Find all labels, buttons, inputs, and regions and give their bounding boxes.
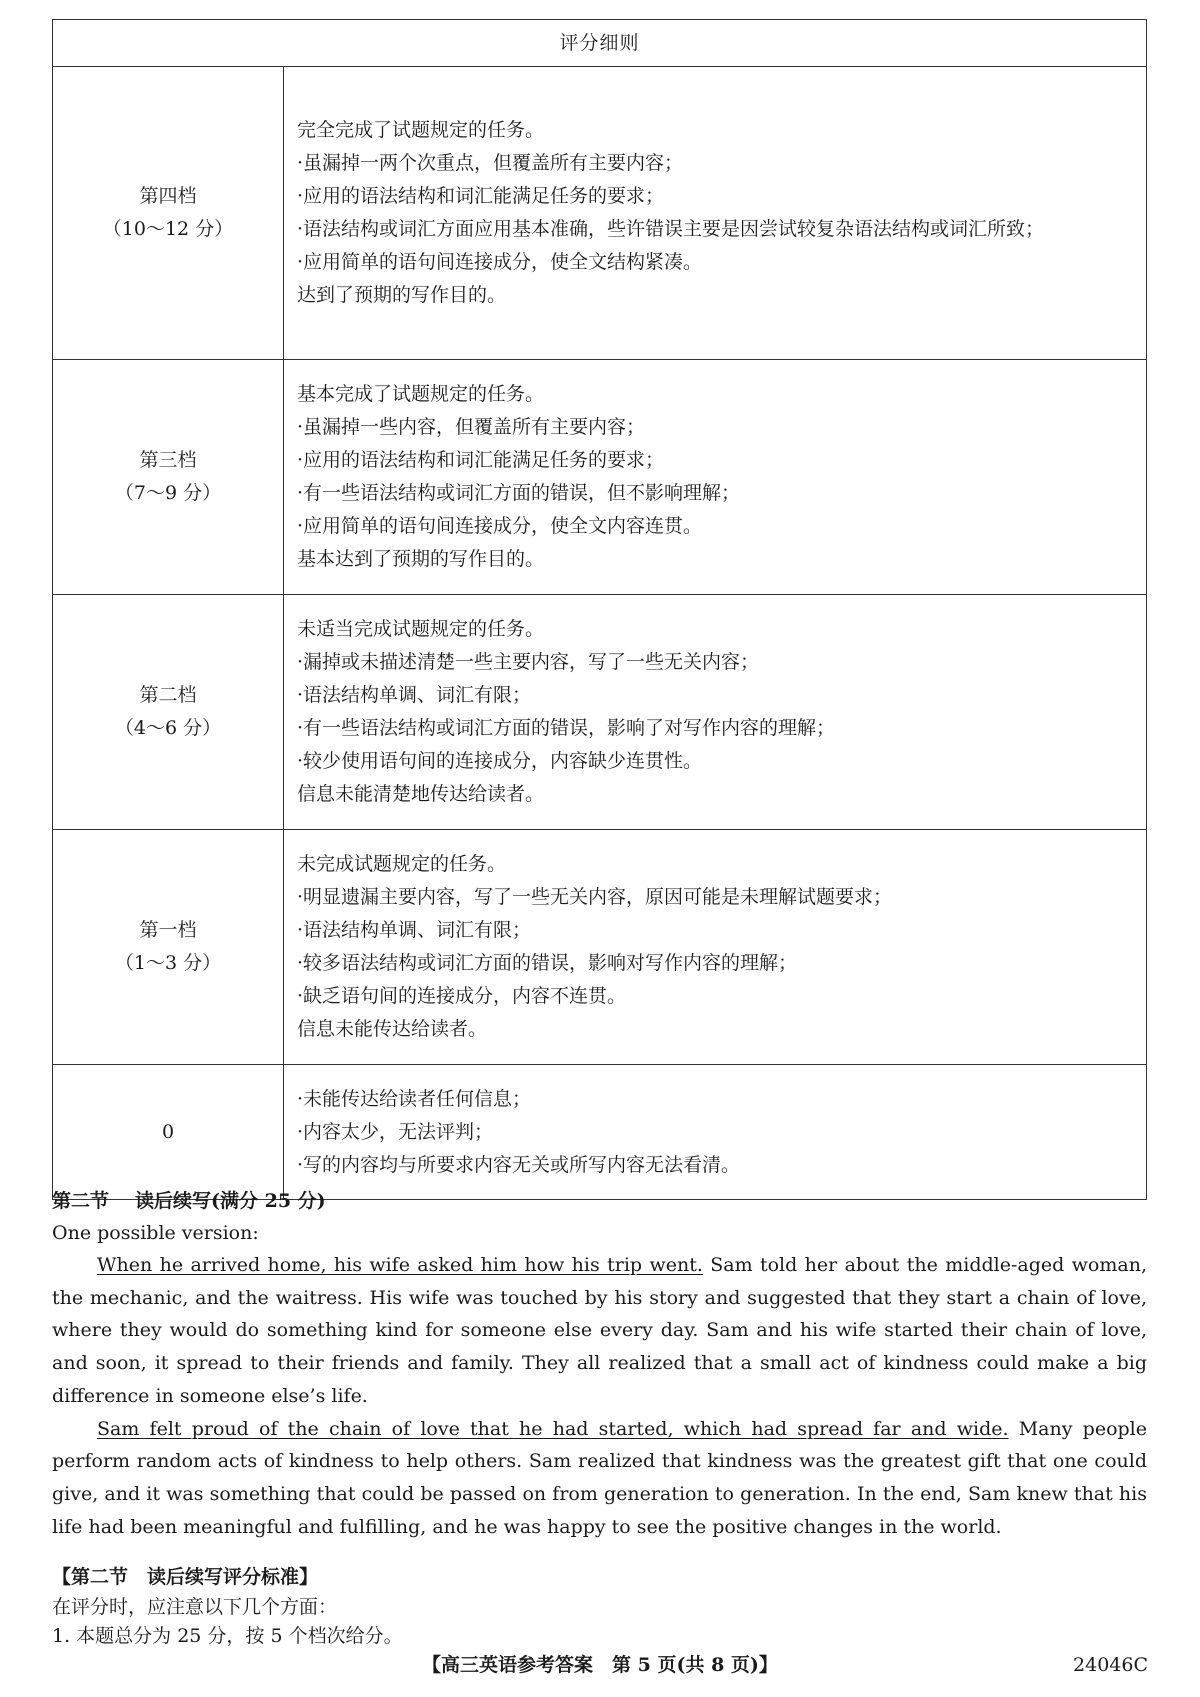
rubric-row-level-4	[53, 67, 1147, 360]
description-bullet: ·虽漏掉一些内容，但覆盖所有主要内容；	[297, 416, 646, 438]
description-bullet: ·内容太少，无法评判；	[297, 1120, 494, 1143]
level-score: （10～12 分）	[102, 218, 234, 240]
level-cell	[53, 830, 284, 1065]
rubric-row-level-1	[53, 830, 1147, 1065]
description-tail: 信息未能清楚地传达给读者。	[297, 783, 545, 805]
sample-essay	[52, 1249, 1147, 1543]
rubric-header: 评分细则	[53, 20, 1147, 67]
rubric-row-level-3	[53, 360, 1147, 595]
paragraph-body: Sam told her about the middle-aged woman, the mechanic, and the waitress. His wife was touched by his story and suggested that they start a chain of love, where they would do something kind for someone else every day. Sam and his wife started their chain of love, and soon, it spread to their friends and family. They all realized that a small act of kindness could make a big difference in someone else’s life.	[52, 1254, 1147, 1407]
description-bullet: ·写的内容均与所要求内容无关或所写内容无法看清。	[297, 1153, 741, 1176]
description-bullet: ·未能传达给读者任何信息；	[297, 1087, 532, 1110]
criteria-heading: 【第二节 读后续写评分标准】	[52, 1566, 319, 1588]
description-bullet: ·明显遗漏主要内容，写了一些无关内容，原因可能是未理解试题要求；	[297, 886, 893, 908]
description-lead: 基本完成了试题规定的任务。	[297, 383, 545, 405]
description-cell	[284, 67, 1147, 360]
level-cell	[53, 67, 284, 360]
level-name: 第三档	[139, 449, 197, 471]
rubric-row-level-2	[53, 595, 1147, 830]
level-cell	[53, 595, 284, 830]
page-footer: 【高三英语参考答案 第 5 页(共 8 页)】	[422, 1654, 778, 1676]
rubric-header-row	[53, 20, 1147, 67]
description-bullet: ·较多语法结构或词汇方面的错误，影响对写作内容的理解；	[297, 952, 798, 974]
given-opening-sentence: Sam felt proud of the chain of love that he had started, which had spread far and wide.	[97, 1417, 1009, 1440]
essay-paragraph-1	[52, 1249, 1147, 1413]
document-code: 24046C	[1073, 1654, 1148, 1676]
criteria-item-1: 1. 本题总分为 25 分，按 5 个档次给分。	[52, 1625, 403, 1647]
description-lead: 未适当完成试题规定的任务。	[297, 618, 545, 640]
section-number: 第二节	[52, 1190, 110, 1212]
level-score: （7～9 分）	[114, 482, 222, 504]
level-cell	[53, 360, 284, 595]
description-bullet: ·漏掉或未描述清楚一些主要内容，写了一些无关内容；	[297, 651, 760, 673]
given-opening-sentence: When he arrived home, his wife asked him how his trip went.	[97, 1254, 703, 1276]
level-name: 0	[161, 1120, 175, 1143]
section-title	[52, 1187, 326, 1215]
rubric-row-level-0	[53, 1065, 1147, 1200]
version-intro: One possible version:	[52, 1222, 259, 1244]
rubric-table	[52, 19, 1147, 1200]
essay-paragraph-2	[52, 1413, 1147, 1544]
description-tail: 达到了预期的写作目的。	[297, 284, 507, 306]
level-name: 第一档	[139, 919, 197, 941]
description-bullet: ·较少使用语句间的连接成分，内容缺少连贯性。	[297, 750, 703, 772]
description-tail: 基本达到了预期的写作目的。	[297, 548, 545, 570]
description-bullet: ·应用简单的语句间连接成分，使全文结构紧凑。	[297, 251, 703, 273]
level-name: 第四档	[139, 185, 197, 207]
description-bullet: ·语法结构单调、词汇有限；	[297, 919, 532, 941]
paragraph-body: Many people perform random acts of kindness to help others. Sam realized that kindness was the greatest gift that one could give, and it was something that could be passed on from generation to generation. In the end, Sam knew that his life had been meaningful and fulfilling, and he was happy to see the positive changes in the world.	[52, 1417, 1147, 1538]
description-bullet: ·语法结构单调、词汇有限；	[297, 684, 532, 706]
description-cell	[284, 1065, 1147, 1200]
section-name: 读后续写(满分 25 分)	[135, 1190, 326, 1212]
level-name: 第二档	[139, 684, 197, 706]
description-bullet: ·应用的语法结构和词汇能满足任务的要求；	[297, 185, 665, 207]
description-bullet: ·应用的语法结构和词汇能满足任务的要求；	[297, 449, 665, 471]
description-bullet: ·虽漏掉一两个次重点，但覆盖所有主要内容；	[297, 152, 684, 174]
description-tail: 信息未能传达给读者。	[297, 1018, 488, 1040]
description-cell	[284, 830, 1147, 1065]
level-score: （4～6 分）	[114, 717, 222, 739]
level-cell	[53, 1065, 284, 1200]
description-cell	[284, 595, 1147, 830]
criteria-intro: 在评分时，应注意以下几个方面：	[52, 1596, 338, 1618]
description-lead: 完全完成了试题规定的任务。	[297, 119, 545, 141]
description-cell	[284, 360, 1147, 595]
description-bullet: ·语法结构或词汇方面应用基本准确，些许错误主要是因尝试较复杂语法结构或词汇所致；	[297, 218, 1045, 240]
description-bullet: ·有一些语法结构或词汇方面的错误，影响了对写作内容的理解；	[297, 717, 836, 739]
description-bullet: ·应用简单的语句间连接成分，使全文内容连贯。	[297, 515, 703, 537]
description-bullet: ·有一些语法结构或词汇方面的错误，但不影响理解；	[297, 482, 741, 504]
level-score: （1～3 分）	[114, 952, 222, 974]
description-bullet: ·缺乏语句间的连接成分，内容不连贯。	[297, 985, 627, 1007]
description-lead: 未完成试题规定的任务。	[297, 853, 507, 875]
